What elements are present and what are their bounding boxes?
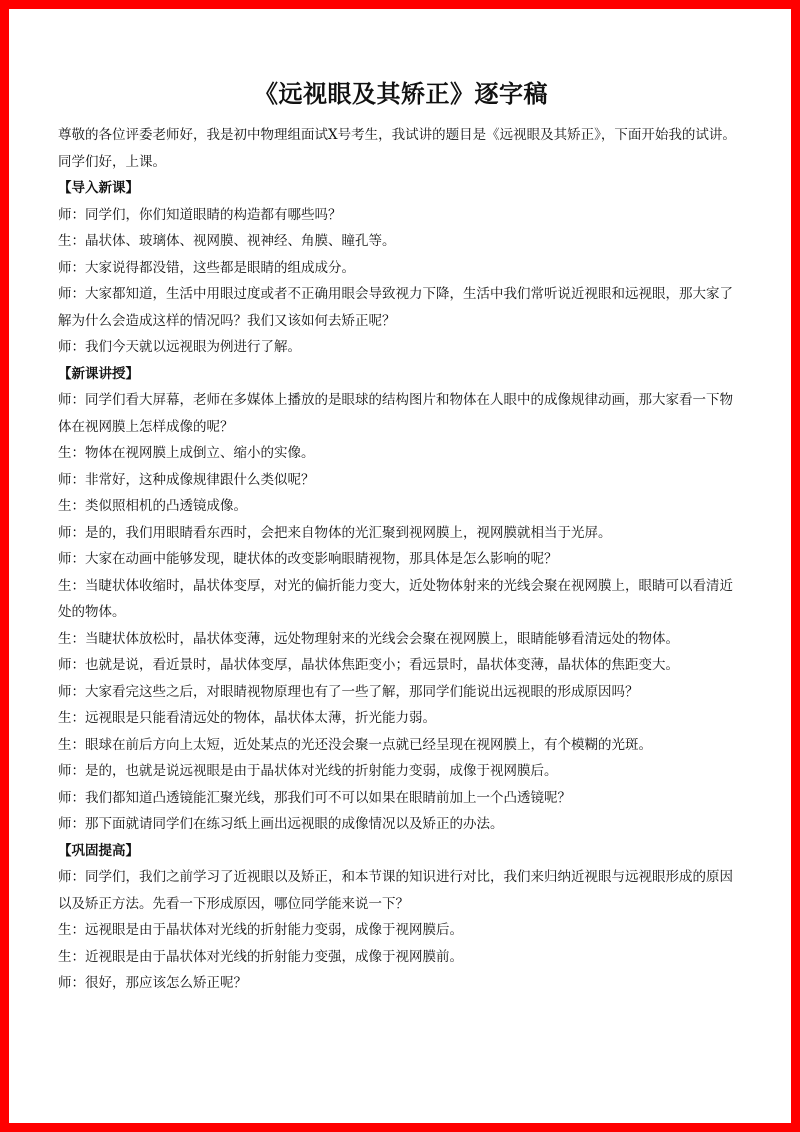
intro-paragraph: 尊敬的各位评委老师好，我是初中物理组面试X号考生，我试讲的题目是《远视眼及其矫正》，下面开始我的试讲。 — [58, 127, 736, 143]
dialogue-line: 生：远视眼是由于晶状体对光线的折射能力变弱，成像于视网膜后。 — [58, 922, 463, 938]
dialogue-line: 生：当睫状体收缩时，晶状体变厚，对光的偏折能力变大，近处物体射来的光线会聚在视网膜上，眼睛可以看清近处的物体。 — [58, 577, 733, 620]
dialogue-line: 师：同学们，你们知道眼睛的构造都有哪些吗？ — [58, 206, 342, 223]
dialogue-line: 师：那下面就请同学们在练习纸上画出远视眼的成像情况以及矫正的办法。 — [58, 816, 504, 832]
section-new-lesson — [58, 361, 744, 838]
dialogue-line: 生：晶状体、玻璃体、视网膜、视神经、角膜、瞳孔等。 — [58, 233, 396, 249]
dialogue-line: 师：大家说得都没错，这些都是眼睛的组成成分。 — [58, 259, 355, 276]
section-heading: 【巩固提高】 — [58, 842, 139, 859]
dialogue-line: 师：是的，我们用眼睛看东西时，会把来自物体的光汇聚到视网膜上，视网膜就相当于光屏。 — [58, 524, 612, 541]
section-consolidation — [58, 838, 744, 997]
dialogue-line: 师：是的，也就是说远视眼是由于晶状体对光线的折射能力变弱，成像于视网膜后。 — [58, 763, 558, 779]
section-import — [58, 175, 744, 361]
dialogue-line: 师：大家看完这些之后，对眼睛视物原理也有了一些了解，那同学们能说出远视眼的形成原因吗？ — [58, 683, 639, 700]
dialogue-line: 生：类似照相机的凸透镜成像。 — [58, 498, 247, 514]
dialogue-line: 师：大家在动画中能够发现，睫状体的改变影响眼睛视物，那具体是怎么影响的呢？ — [58, 551, 558, 567]
dialogue-line: 生：近视眼是由于晶状体对光线的折射能力变强，成像于视网膜前。 — [58, 948, 463, 965]
section-heading: 【导入新课】 — [58, 180, 139, 196]
dialogue-line: 师：同学们，我们之前学习了近视眼以及矫正，和本节课的知识进行对比，我们来归纳近视眼与远视眼形成的原因以及矫正方法。先看一下形成原因，哪位同学能来说一下？ — [58, 869, 733, 912]
greeting-line: 同学们好，上课。 — [58, 153, 166, 170]
dialogue-line: 生：眼球在前后方向上太短，近处某点的光还没会聚一点就已经呈现在视网膜上，有个模糊的光斑。 — [58, 736, 652, 753]
dialogue-line: 师：很好，那应该怎么矫正呢？ — [58, 975, 247, 991]
dialogue-line: 生：物体在视网膜上成倒立、缩小的实像。 — [58, 445, 315, 461]
dialogue-line: 师：也就是说，看近景时，晶状体变厚，晶状体焦距变小；看远景时，晶状体变薄，晶状体的焦距变大。 — [58, 657, 679, 673]
dialogue-line: 师：同学们看大屏幕，老师在多媒体上播放的是眼球的结构图片和物体在人眼中的成像规律动画，那大家看一下物体在视网膜上怎样成像的呢？ — [58, 392, 733, 435]
dialogue-line: 师：我们都知道凸透镜能汇聚光线，那我们可不可以如果在眼睛前加上一个凸透镜呢？ — [58, 789, 571, 806]
dialogue-line: 师：大家都知道，生活中用眼过度或者不正确用眼会导致视力下降，生活中我们常听说近视眼和远视眼，那大家了解为什么会造成这样的情况吗？我们又该如何去矫正呢？ — [58, 286, 733, 329]
section-heading: 【新课讲授】 — [58, 365, 139, 382]
document-title: 《远视眼及其矫正》逐字稿 — [254, 80, 548, 108]
dialogue-line: 生：当睫状体放松时，晶状体变薄，远处物理射来的光线会会聚在视网膜上，眼睛能够看清远处的物体。 — [58, 630, 679, 647]
dialogue-line: 师：我们今天就以远视眼为例进行了解。 — [58, 339, 301, 355]
dialogue-line: 生：远视眼是只能看清远处的物体，晶状体太薄，折光能力弱。 — [58, 710, 436, 726]
dialogue-line: 师：非常好，这种成像规律跟什么类似呢？ — [58, 471, 315, 488]
document-page — [58, 78, 744, 997]
